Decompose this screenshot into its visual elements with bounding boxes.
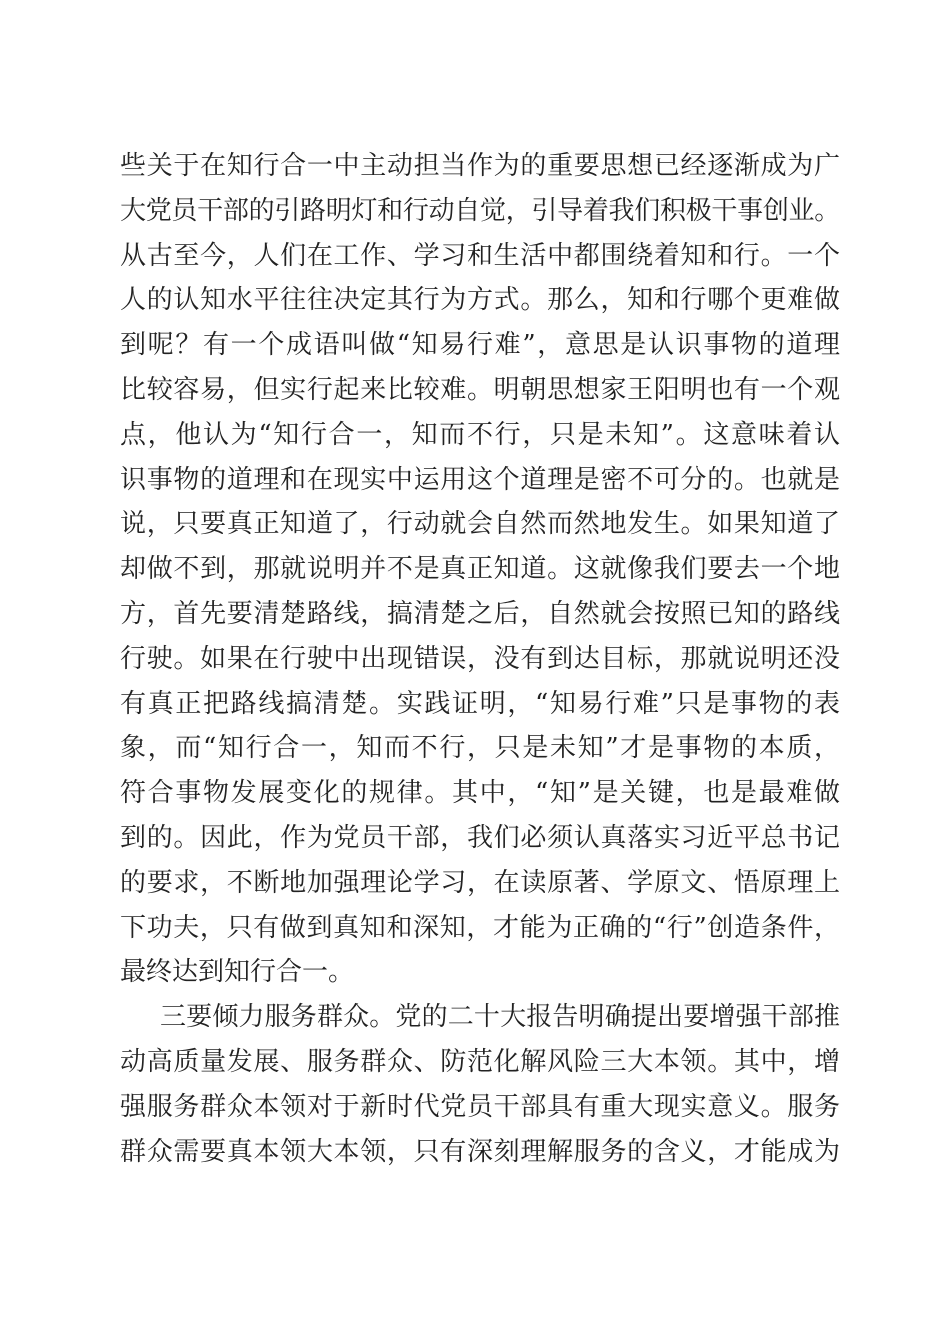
text-line: 识事物的道理和在现实中运用这个道理是密不可分的。也就是 (120, 464, 840, 495)
paragraph-start-line: 三要倾力服务群众。党的二十大报告明确提出要增强干部推 (160, 1002, 840, 1033)
text-line: 点，他认为“知行合一，知而不行，只是未知”。这意味着认 (120, 419, 840, 450)
text-line: 比较容易，但实行起来比较难。明朝思想家王阳明也有一个观 (120, 374, 840, 405)
text-line: 的要求，不断地加强理论学习，在读原著、学原文、悟原理上 (120, 867, 840, 898)
text-line: 到的。因此，作为党员干部，我们必须认真落实习近平总书记 (120, 822, 840, 853)
text-line: 强服务群众本领对于新时代党员干部具有重大现实意义。服务 (120, 1091, 840, 1122)
text-line: 下功夫，只有做到真知和深知，才能为正确的“行”创造条件， (120, 912, 840, 943)
text-line: 却做不到，那就说明并不是真正知道。这就像我们要去一个地 (120, 554, 840, 585)
text-line: 群众需要真本领大本领，只有深刻理解服务的含义，才能成为 (120, 1136, 840, 1167)
text-line: 行驶。如果在行驶中出现错误，没有到达目标，那就说明还没 (120, 643, 840, 674)
text-line: 从古至今，人们在工作、学习和生活中都围绕着知和行。一个 (120, 240, 840, 271)
text-line: 象，而“知行合一，知而不行，只是未知”才是事物的本质， (120, 733, 840, 764)
text-line: 符合事物发展变化的规律。其中，“知”是关键，也是最难做 (120, 778, 840, 809)
paragraph-end-line: 最终达到知行合一。 (120, 957, 355, 988)
text-line: 些关于在知行合一中主动担当作为的重要思想已经逐渐成为广 (120, 151, 840, 181)
text-line: 动高质量发展、服务群众、防范化解风险三大本领。其中，增 (120, 1046, 840, 1077)
text-line: 大党员干部的引路明灯和行动自觉，引导着我们积极干事创业。 (120, 195, 840, 226)
body-text (120, 144, 840, 1174)
text-line: 人的认知水平往往决定其行为方式。那么，知和行哪个更难做 (120, 285, 840, 316)
text-line: 说，只要真正知道了，行动就会自然而然地发生。如果知道了 (120, 509, 840, 540)
text-line: 到呢？有一个成语叫做“知易行难”，意思是认识事物的道理 (120, 330, 840, 361)
text-line: 方，首先要清楚路线，搞清楚之后，自然就会按照已知的路线 (120, 598, 840, 629)
text-line: 有真正把路线搞清楚。实践证明，“知易行难”只是事物的表 (120, 688, 840, 719)
